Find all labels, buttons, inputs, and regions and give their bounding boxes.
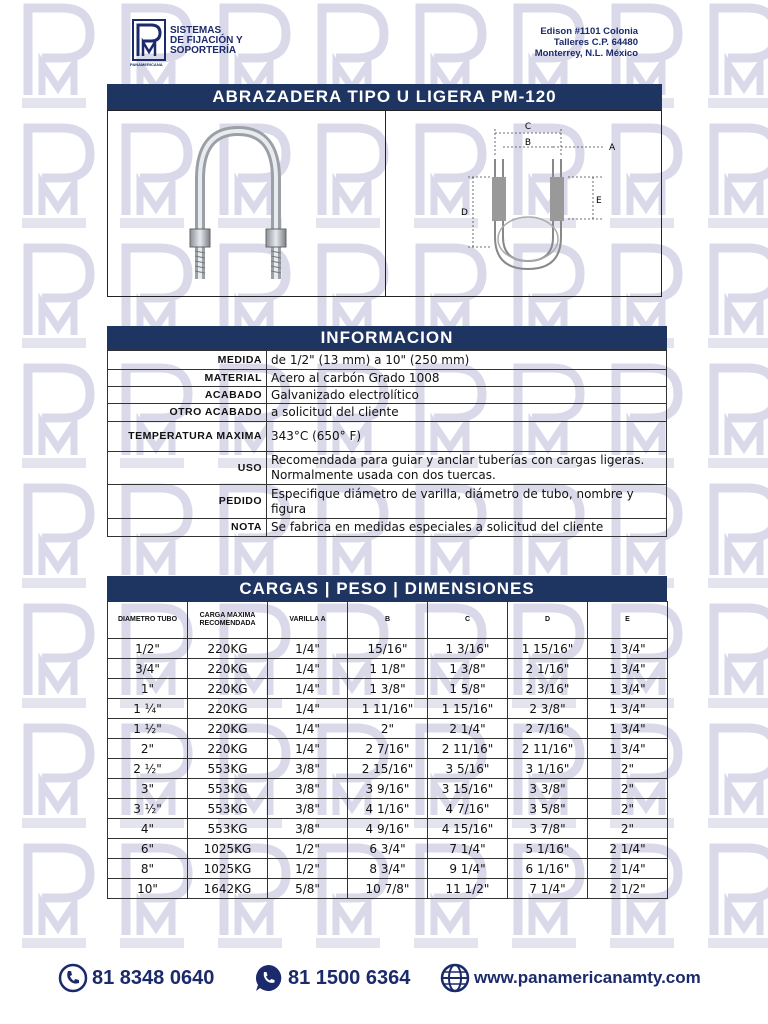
watermark-strip [22,578,86,588]
table-cell: 553KG [188,799,268,819]
table-cell: 2" [588,759,668,779]
info-value: Acero al carbón Grado 1008 [267,370,667,387]
info-label: TEMPERATURA MAXIMA [108,422,267,452]
watermark-logo [706,720,768,820]
table-cell: 220KG [188,699,268,719]
table-cell: 6 1/16" [508,859,588,879]
table-row [108,819,668,839]
watermark-strip [708,938,768,948]
footer-website[interactable]: www.panamericanamty.com [440,962,701,994]
company-logo-icon [131,18,167,64]
table-cell: 2 1/4" [428,719,508,739]
info-row [108,404,667,422]
table-cell: 6 3/4" [348,839,428,859]
watermark-logo [706,480,768,580]
table-cell: 2 11/16" [508,739,588,759]
table-cell: 3/8" [268,779,348,799]
watermark-logo [20,120,96,220]
info-label: MEDIDA [108,351,267,370]
watermark-strip [708,458,768,468]
table-cell: 553KG [188,779,268,799]
table-cell: 220KG [188,679,268,699]
info-value: a solicitud del cliente [267,404,667,422]
info-value: 343°C (650° F) [267,422,667,452]
watermark-strip [708,98,768,108]
info-label: USO [108,452,267,485]
table-cell: 1 3/4" [588,739,668,759]
whatsapp-icon [254,963,284,993]
info-value: Recomendada para guiar y anclar tuberías con cargas ligeras. Normalmente usada con dos tuercas. [267,452,667,485]
table-cell: 3/4" [108,659,188,679]
table-cell: 1 3/16" [428,639,508,659]
table-cell: 1 3/4" [588,639,668,659]
table-cell: 3/8" [268,819,348,839]
table-cell: 2 1/16" [508,659,588,679]
column-header: D [508,602,588,639]
table-cell: 4" [108,819,188,839]
dim-b-label: B [524,138,532,148]
table-cell: 4 15/16" [428,819,508,839]
watermark-strip [22,698,86,708]
watermark-strip [708,818,768,828]
dimension-drawing-icon [443,119,633,289]
footer-phone-1[interactable]: 81 8348 0640 [58,962,214,994]
table-cell: 7 1/4" [508,879,588,899]
page-header [0,0,768,80]
table-cell: 220KG [188,639,268,659]
table-cell: 3 15/16" [428,779,508,799]
table-row [108,739,668,759]
table-cell: 2 1/4" [588,839,668,859]
table-cell: 1025KG [188,839,268,859]
table-row [108,679,668,699]
table-cell: 1 ½" [108,719,188,739]
table-cell: 3 5/8" [508,799,588,819]
table-cell: 2 7/16" [508,719,588,739]
info-table [107,350,667,537]
table-row [108,639,668,659]
column-header: E [588,602,668,639]
table-cell: 4 9/16" [348,819,428,839]
table-cell: 1 3/4" [588,699,668,719]
watermark-strip [708,578,768,588]
table-cell: 3 9/16" [348,779,428,799]
table-cell: 1 5/8" [428,679,508,699]
watermark-strip [708,338,768,348]
table-row [108,839,668,859]
info-label: MATERIAL [108,370,267,387]
table-cell: 1 3/4" [588,719,668,739]
column-header: B [348,602,428,639]
dim-e-label: E [596,196,602,206]
watermark-strip [22,338,86,348]
table-cell: 6" [108,839,188,859]
watermark-strip [22,98,86,108]
table-cell: 1/4" [268,739,348,759]
table-cell: 2" [108,739,188,759]
table-cell: 3 7/8" [508,819,588,839]
table-cell: 1/2" [108,639,188,659]
table-cell: 1" [108,679,188,699]
dim-c-label: C [524,122,532,132]
info-value: Se fabrica en medidas especiales a solicitud del cliente [267,519,667,537]
table-cell: 11 1/2" [428,879,508,899]
info-label: PEDIDO [108,485,267,519]
table-cell: 3 5/16" [428,759,508,779]
info-row [108,422,667,452]
watermark-logo [706,600,768,700]
watermark-logo [706,840,768,940]
table-cell: 15/16" [348,639,428,659]
watermark-strip [120,938,184,948]
table-cell: 2 15/16" [348,759,428,779]
table-cell: 1/2" [268,859,348,879]
table-cell: 10" [108,879,188,899]
watermark-logo [706,240,768,340]
watermark-logo [20,840,96,940]
table-cell: 2 11/16" [428,739,508,759]
table-cell: 220KG [188,739,268,759]
watermark-strip [708,218,768,228]
table-cell: 1/2" [268,839,348,859]
table-cell: 1 3/4" [588,659,668,679]
dim-d-label: D [461,208,468,218]
table-cell: 3/8" [268,759,348,779]
table-cell: 9 1/4" [428,859,508,879]
table-row [108,799,668,819]
table-cell: 4 1/16" [348,799,428,819]
table-cell: 2 3/8" [508,699,588,719]
watermark-strip [512,938,576,948]
watermark-strip [708,698,768,708]
table-row [108,719,668,739]
table-cell: 1 1/8" [348,659,428,679]
table-cell: 220KG [188,659,268,679]
table-cell: 2 ½" [108,759,188,779]
table-cell: 1/4" [268,639,348,659]
table-cell: 2 3/16" [508,679,588,699]
logo-subtitle: PANAMERICANA [130,62,163,67]
table-cell: 1 3/8" [428,659,508,679]
table-cell: 10 7/8" [348,879,428,899]
table-cell: 2 1/4" [588,859,668,879]
watermark-logo [20,360,96,460]
info-value: de 1/2" (13 mm) a 10" (250 mm) [267,351,667,370]
table-cell: 1 11/16" [348,699,428,719]
table-cell: 3" [108,779,188,799]
column-header: DIAMETRO TUBO [108,602,188,639]
watermark-logo [20,600,96,700]
table-cell: 553KG [188,819,268,839]
watermark-strip [218,938,282,948]
table-cell: 1/4" [268,659,348,679]
watermark-strip [22,938,86,948]
phone-icon [58,963,88,993]
info-label: OTRO ACABADO [108,404,267,422]
footer-phone-2[interactable]: 81 1500 6364 [254,962,410,994]
table-cell: 1025KG [188,859,268,879]
table-row [108,759,668,779]
table-cell: 3 1/16" [508,759,588,779]
watermark-strip [316,938,380,948]
table-cell: 5/8" [268,879,348,899]
info-value: Galvanizado electrolítico [267,387,667,404]
globe-icon [440,963,470,993]
table-cell: 2" [588,799,668,819]
table-cell: 2" [348,719,428,739]
table-cell: 3 ½" [108,799,188,819]
table-row [108,659,668,679]
watermark-strip [22,458,86,468]
info-row [108,519,667,537]
u-bolt-photo-icon [178,119,298,289]
product-image-box [107,110,662,297]
info-label: ACABADO [108,387,267,404]
company-address: Edison #1101 Colonia Talleres C.P. 64480 Monterrey, N.L. México [534,26,638,59]
table-cell: 3/8" [268,799,348,819]
table-cell: 4 7/16" [428,799,508,819]
table-cell: 5 1/16" [508,839,588,859]
info-row [108,370,667,387]
table-cell: 2 7/16" [348,739,428,759]
watermark-strip [610,938,674,948]
watermark-logo [20,480,96,580]
cargas-heading: CARGAS | PESO | DIMENSIONES [107,576,667,601]
image-divider [385,111,386,296]
table-cell: 1/4" [268,719,348,739]
cargas-table [107,601,668,899]
watermark-strip [22,818,86,828]
column-header: CARGA MAXIMA RECOMENDADA [188,602,268,639]
table-row [108,699,668,719]
table-cell: 1642KG [188,879,268,899]
table-cell: 1 15/16" [508,639,588,659]
info-row [108,387,667,404]
watermark-logo [20,720,96,820]
table-cell: 2 1/2" [588,879,668,899]
product-title: ABRAZADERA TIPO U LIGERA PM-120 [107,84,662,110]
info-value: Especifique diámetro de varilla, diámetro de tubo, nombre y figura [267,485,667,519]
table-cell: 1/4" [268,679,348,699]
watermark-strip [22,218,86,228]
table-cell: 553KG [188,759,268,779]
table-cell: 7 1/4" [428,839,508,859]
table-row [108,879,668,899]
table-cell: 1 3/8" [348,679,428,699]
table-row [108,859,668,879]
info-label: NOTA [108,519,267,537]
watermark-strip [414,938,478,948]
table-cell: 220KG [188,719,268,739]
column-header: VARILLA A [268,602,348,639]
table-row [108,779,668,799]
watermark-logo [706,120,768,220]
info-row [108,485,667,519]
table-cell: 8 3/4" [348,859,428,879]
table-cell: 1 ¼" [108,699,188,719]
company-name: SISTEMAS DE FIJACIÓN Y SOPORTERÍA [170,25,243,56]
table-cell: 2" [588,819,668,839]
column-header: C [428,602,508,639]
info-heading: INFORMACION [107,326,667,350]
info-row [108,452,667,485]
table-cell: 1 3/4" [588,679,668,699]
dim-a-label: A [609,143,616,153]
watermark-logo [706,360,768,460]
table-cell: 1 15/16" [428,699,508,719]
page-footer [0,958,768,998]
watermark-logo [20,240,96,340]
table-cell: 8" [108,859,188,879]
table-cell: 1/4" [268,699,348,719]
info-row [108,351,667,370]
table-cell: 3 3/8" [508,779,588,799]
table-cell: 2" [588,779,668,799]
